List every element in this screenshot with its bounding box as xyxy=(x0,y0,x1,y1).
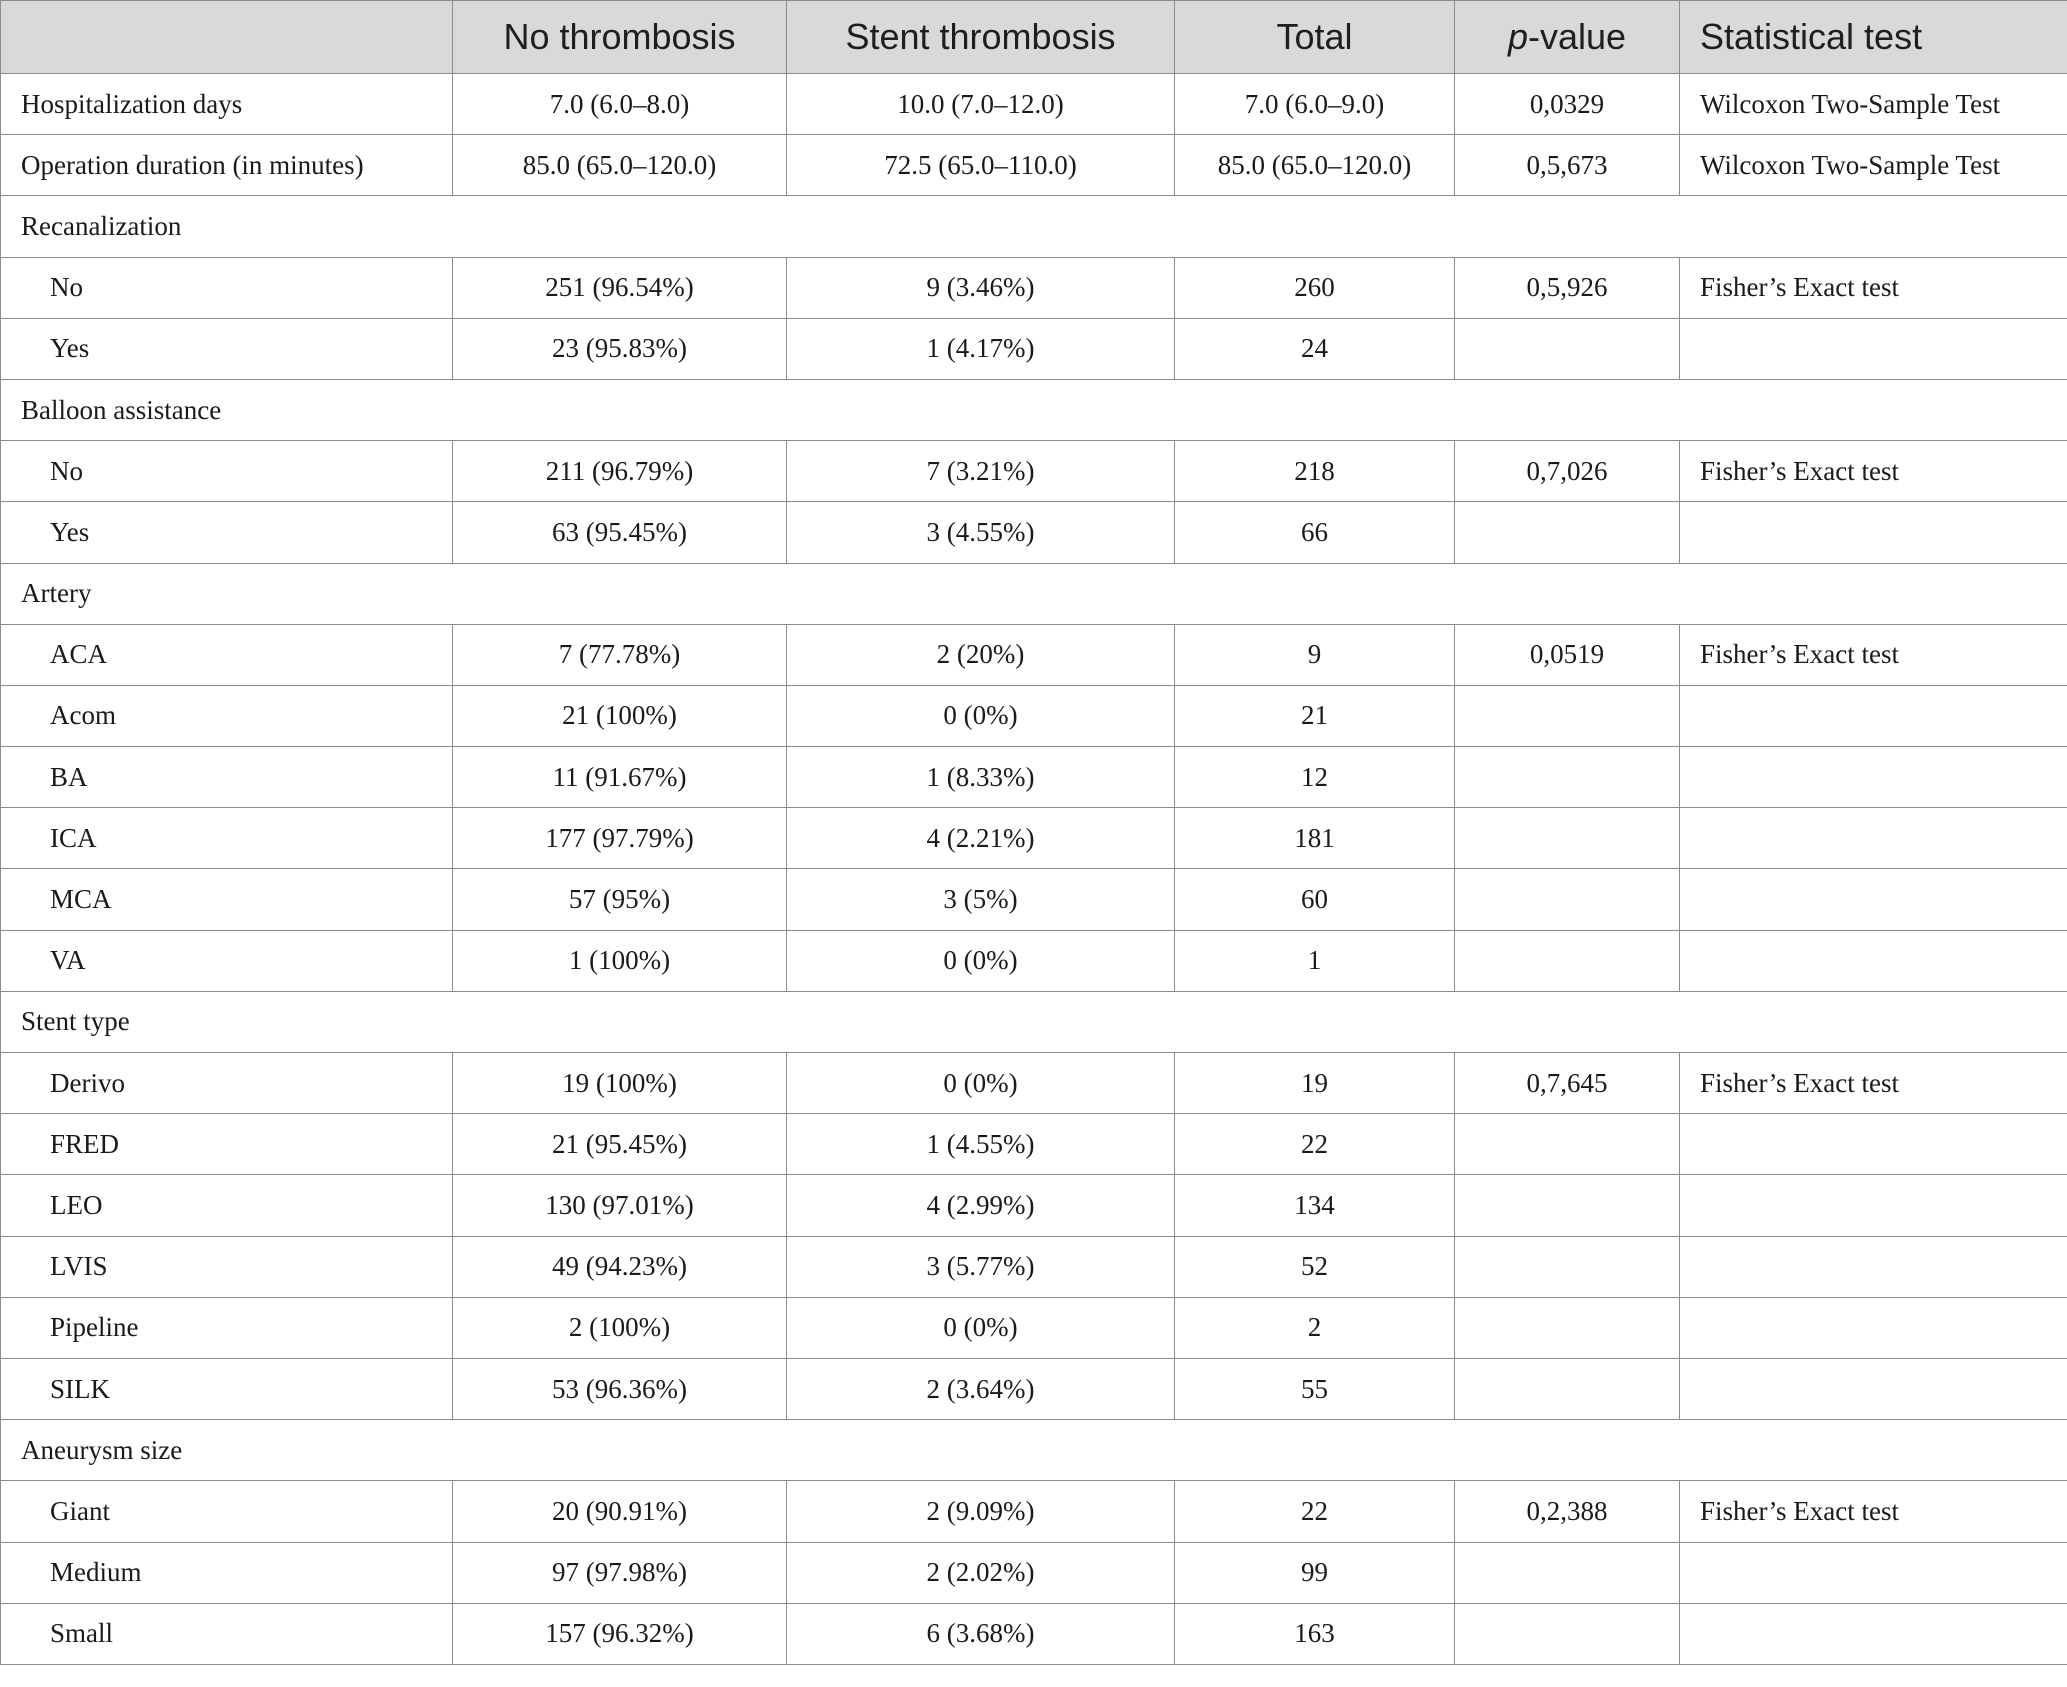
header-p-italic: p xyxy=(1507,16,1528,57)
cell-stent-thrombosis: 2 (3.64%) xyxy=(787,1358,1175,1419)
cell-p-value xyxy=(1455,1297,1680,1358)
cell-p-value: 0,5,926 xyxy=(1455,257,1680,318)
header-stent-thrombosis: Stent thrombosis xyxy=(787,1,1175,74)
cell-test: Fisher’s Exact test xyxy=(1680,1481,2067,1542)
cell-no-thrombosis: 49 (94.23%) xyxy=(453,1236,787,1297)
cell-no-thrombosis: 85.0 (65.0–120.0) xyxy=(453,135,787,196)
table-row xyxy=(1,1236,2067,1297)
cell-total: 1 xyxy=(1175,930,1455,991)
cell-p-value xyxy=(1455,1358,1680,1419)
group-label: Recanalization xyxy=(1,196,2067,257)
cell-no-thrombosis: 2 (100%) xyxy=(453,1297,787,1358)
cell-total: 218 xyxy=(1175,441,1455,502)
cell-stent-thrombosis: 0 (0%) xyxy=(787,930,1175,991)
header-p-value xyxy=(1455,1,1680,74)
cell-total: 85.0 (65.0–120.0) xyxy=(1175,135,1455,196)
table-row xyxy=(1,1603,2067,1664)
row-label: LVIS xyxy=(1,1236,453,1297)
table-row xyxy=(1,74,2067,135)
cell-stent-thrombosis: 2 (9.09%) xyxy=(787,1481,1175,1542)
table-row xyxy=(1,257,2067,318)
row-label: SILK xyxy=(1,1358,453,1419)
cell-stent-thrombosis: 3 (5%) xyxy=(787,869,1175,930)
cell-test: Fisher’s Exact test xyxy=(1680,257,2067,318)
cell-p-value: 0,7,026 xyxy=(1455,441,1680,502)
cell-p-value xyxy=(1455,685,1680,746)
cell-stent-thrombosis: 4 (2.99%) xyxy=(787,1175,1175,1236)
cell-no-thrombosis: 7.0 (6.0–8.0) xyxy=(453,74,787,135)
cell-stent-thrombosis: 0 (0%) xyxy=(787,685,1175,746)
table-row xyxy=(1,930,2067,991)
cell-total: 22 xyxy=(1175,1481,1455,1542)
cell-stent-thrombosis: 3 (4.55%) xyxy=(787,502,1175,563)
header-row xyxy=(1,1,2067,74)
header-p-rest: -value xyxy=(1527,16,1627,57)
cell-stent-thrombosis: 2 (20%) xyxy=(787,624,1175,685)
cell-total: 163 xyxy=(1175,1603,1455,1664)
cell-p-value xyxy=(1455,502,1680,563)
table-row xyxy=(1,1297,2067,1358)
row-label: Small xyxy=(1,1603,453,1664)
cell-p-value xyxy=(1455,1603,1680,1664)
cell-total: 24 xyxy=(1175,318,1455,379)
row-label: Yes xyxy=(1,318,453,379)
cell-p-value xyxy=(1455,1114,1680,1175)
cell-test xyxy=(1680,318,2067,379)
cell-stent-thrombosis: 1 (8.33%) xyxy=(787,747,1175,808)
cell-no-thrombosis: 20 (90.91%) xyxy=(453,1481,787,1542)
table-row xyxy=(1,318,2067,379)
table-row xyxy=(1,1542,2067,1603)
row-label: No xyxy=(1,257,453,318)
group-header-row xyxy=(1,379,2067,440)
cell-test xyxy=(1680,1175,2067,1236)
cell-total: 19 xyxy=(1175,1053,1455,1114)
row-label: Pipeline xyxy=(1,1297,453,1358)
table-row xyxy=(1,502,2067,563)
header-no-thrombosis: No thrombosis xyxy=(453,1,787,74)
cell-total: 181 xyxy=(1175,808,1455,869)
cell-total: 21 xyxy=(1175,685,1455,746)
cell-no-thrombosis: 53 (96.36%) xyxy=(453,1358,787,1419)
cell-p-value: 0,7,645 xyxy=(1455,1053,1680,1114)
table-row xyxy=(1,1053,2067,1114)
cell-no-thrombosis: 23 (95.83%) xyxy=(453,318,787,379)
cell-p-value: 0,0329 xyxy=(1455,74,1680,135)
cell-total: 9 xyxy=(1175,624,1455,685)
row-label: No xyxy=(1,441,453,502)
group-label: Aneurysm size xyxy=(1,1420,2067,1481)
cell-p-value xyxy=(1455,930,1680,991)
cell-stent-thrombosis: 1 (4.55%) xyxy=(787,1114,1175,1175)
row-label: VA xyxy=(1,930,453,991)
cell-total: 134 xyxy=(1175,1175,1455,1236)
table-row xyxy=(1,1114,2067,1175)
cell-test xyxy=(1680,869,2067,930)
cell-stent-thrombosis: 72.5 (65.0–110.0) xyxy=(787,135,1175,196)
group-header-row xyxy=(1,196,2067,257)
cell-test xyxy=(1680,1603,2067,1664)
group-label: Balloon assistance xyxy=(1,379,2067,440)
cell-test: Wilcoxon Two-Sample Test xyxy=(1680,135,2067,196)
cell-no-thrombosis: 251 (96.54%) xyxy=(453,257,787,318)
table-row xyxy=(1,685,2067,746)
table-row xyxy=(1,135,2067,196)
row-label: Yes xyxy=(1,502,453,563)
table-row xyxy=(1,1481,2067,1542)
cell-total: 260 xyxy=(1175,257,1455,318)
group-header-row xyxy=(1,1420,2067,1481)
cell-no-thrombosis: 19 (100%) xyxy=(453,1053,787,1114)
cell-p-value xyxy=(1455,808,1680,869)
cell-total: 55 xyxy=(1175,1358,1455,1419)
cell-test xyxy=(1680,747,2067,808)
cell-test: Wilcoxon Two-Sample Test xyxy=(1680,74,2067,135)
table-row xyxy=(1,1175,2067,1236)
cell-p-value xyxy=(1455,1542,1680,1603)
cell-total: 7.0 (6.0–9.0) xyxy=(1175,74,1455,135)
cell-total: 66 xyxy=(1175,502,1455,563)
header-blank xyxy=(1,1,453,74)
cell-no-thrombosis: 11 (91.67%) xyxy=(453,747,787,808)
cell-p-value xyxy=(1455,318,1680,379)
cell-p-value xyxy=(1455,1236,1680,1297)
table-row xyxy=(1,441,2067,502)
cell-p-value: 0,5,673 xyxy=(1455,135,1680,196)
cell-no-thrombosis: 57 (95%) xyxy=(453,869,787,930)
cell-total: 22 xyxy=(1175,1114,1455,1175)
cell-test xyxy=(1680,808,2067,869)
cell-no-thrombosis: 97 (97.98%) xyxy=(453,1542,787,1603)
cell-test xyxy=(1680,1236,2067,1297)
table-row xyxy=(1,808,2067,869)
cell-no-thrombosis: 130 (97.01%) xyxy=(453,1175,787,1236)
group-header-row xyxy=(1,991,2067,1052)
table-row xyxy=(1,624,2067,685)
table-row xyxy=(1,747,2067,808)
group-label: Artery xyxy=(1,563,2067,624)
cell-stent-thrombosis: 0 (0%) xyxy=(787,1297,1175,1358)
group-label: Stent type xyxy=(1,991,2067,1052)
cell-no-thrombosis: 7 (77.78%) xyxy=(453,624,787,685)
cell-no-thrombosis: 63 (95.45%) xyxy=(453,502,787,563)
cell-total: 60 xyxy=(1175,869,1455,930)
cell-no-thrombosis: 211 (96.79%) xyxy=(453,441,787,502)
row-label: Giant xyxy=(1,1481,453,1542)
cell-test: Fisher’s Exact test xyxy=(1680,1053,2067,1114)
header-total: Total xyxy=(1175,1,1455,74)
row-label: FRED xyxy=(1,1114,453,1175)
cell-test xyxy=(1680,1114,2067,1175)
cell-test xyxy=(1680,502,2067,563)
cell-no-thrombosis: 157 (96.32%) xyxy=(453,1603,787,1664)
table-row xyxy=(1,869,2067,930)
cell-test: Fisher’s Exact test xyxy=(1680,441,2067,502)
cell-test xyxy=(1680,930,2067,991)
cell-test xyxy=(1680,685,2067,746)
cell-stent-thrombosis: 1 (4.17%) xyxy=(787,318,1175,379)
cell-stent-thrombosis: 6 (3.68%) xyxy=(787,1603,1175,1664)
row-label: MCA xyxy=(1,869,453,930)
cell-stent-thrombosis: 10.0 (7.0–12.0) xyxy=(787,74,1175,135)
row-label: LEO xyxy=(1,1175,453,1236)
cell-p-value: 0,0519 xyxy=(1455,624,1680,685)
row-label: ICA xyxy=(1,808,453,869)
table-body xyxy=(1,74,2067,1665)
cell-total: 12 xyxy=(1175,747,1455,808)
cell-no-thrombosis: 177 (97.79%) xyxy=(453,808,787,869)
group-header-row xyxy=(1,563,2067,624)
cell-no-thrombosis: 21 (95.45%) xyxy=(453,1114,787,1175)
cell-stent-thrombosis: 9 (3.46%) xyxy=(787,257,1175,318)
cell-p-value xyxy=(1455,747,1680,808)
cell-total: 99 xyxy=(1175,1542,1455,1603)
cell-stent-thrombosis: 4 (2.21%) xyxy=(787,808,1175,869)
row-label: Operation duration (in minutes) xyxy=(1,135,453,196)
cell-test xyxy=(1680,1542,2067,1603)
row-label: BA xyxy=(1,747,453,808)
cell-total: 2 xyxy=(1175,1297,1455,1358)
row-label: Derivo xyxy=(1,1053,453,1114)
cell-test xyxy=(1680,1358,2067,1419)
cell-total: 52 xyxy=(1175,1236,1455,1297)
cell-stent-thrombosis: 3 (5.77%) xyxy=(787,1236,1175,1297)
row-label: Acom xyxy=(1,685,453,746)
cell-no-thrombosis: 21 (100%) xyxy=(453,685,787,746)
row-label: Medium xyxy=(1,1542,453,1603)
cell-p-value xyxy=(1455,869,1680,930)
cell-stent-thrombosis: 0 (0%) xyxy=(787,1053,1175,1114)
row-label: ACA xyxy=(1,624,453,685)
cell-test: Fisher’s Exact test xyxy=(1680,624,2067,685)
table-header xyxy=(1,1,2067,74)
cell-no-thrombosis: 1 (100%) xyxy=(453,930,787,991)
cell-p-value xyxy=(1455,1175,1680,1236)
cell-test xyxy=(1680,1297,2067,1358)
cell-stent-thrombosis: 2 (2.02%) xyxy=(787,1542,1175,1603)
cell-p-value: 0,2,388 xyxy=(1455,1481,1680,1542)
table-row xyxy=(1,1358,2067,1419)
cell-stent-thrombosis: 7 (3.21%) xyxy=(787,441,1175,502)
header-statistical-test: Statistical test xyxy=(1680,1,2067,74)
row-label: Hospitalization days xyxy=(1,74,453,135)
